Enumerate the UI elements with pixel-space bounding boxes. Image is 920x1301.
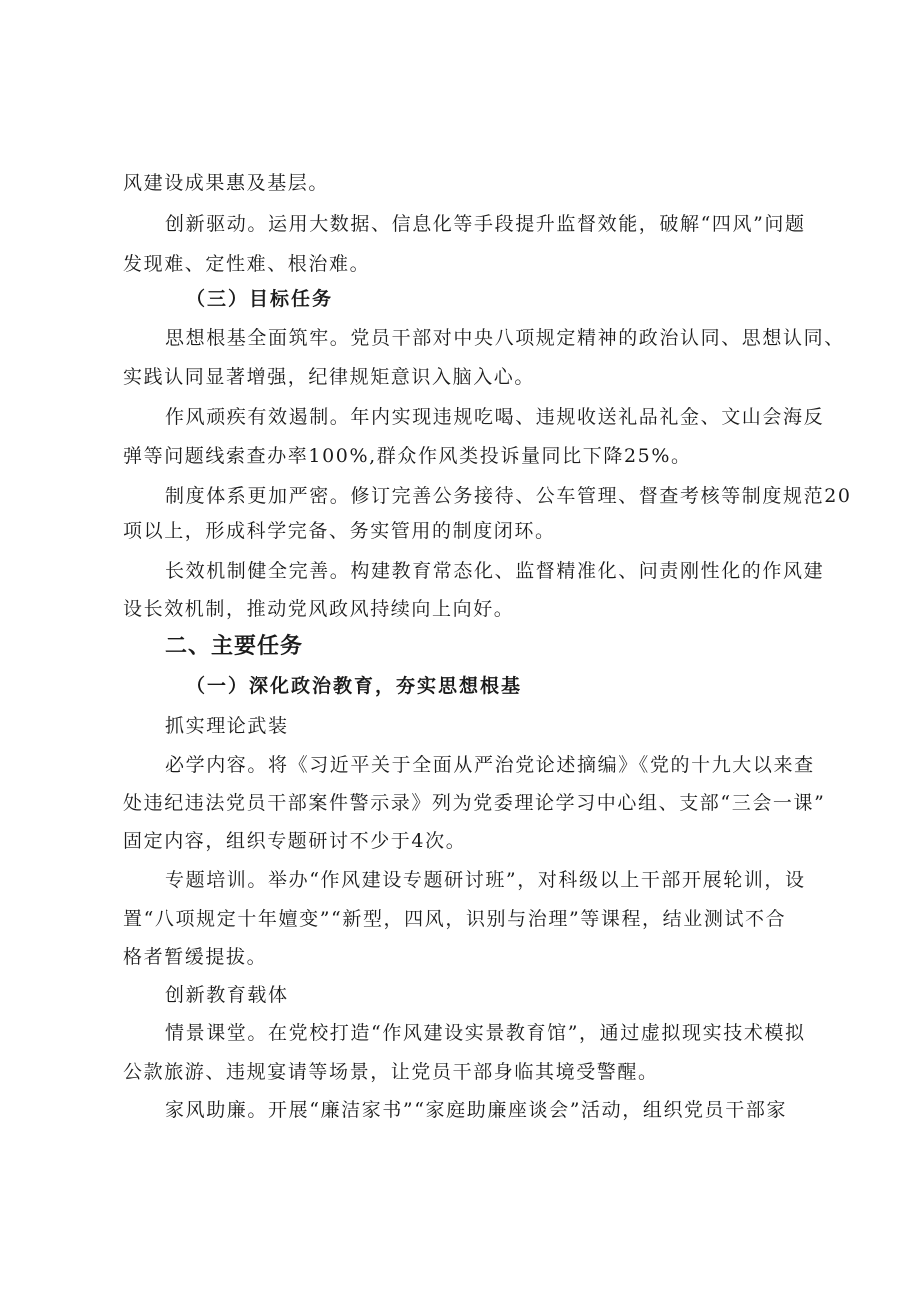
body-text-line: 思想根基全面筑牢。党员干部对中央八项规定精神的政治认同、思想认同、 — [165, 327, 845, 349]
body-text-line: 家风助廉。开展“廉洁家书”“家庭助廉座谈会”活动，组织党员干部家 — [165, 1099, 788, 1121]
section-heading-political-education: （一）深化政治教育，夯实思想根基 — [186, 675, 523, 697]
subheading-theory: 抓实理论武装 — [165, 715, 289, 737]
body-text-line: 作风顽疾有效遏制。年内实现违规吃喝、违规收送礼品礼金、文山会海反 — [165, 406, 825, 428]
body-text-line: 设长效机制，推动党风政风持续向上向好。 — [123, 598, 515, 620]
body-text-line: 创新驱动。运用大数据、信息化等手段提升监督效能，破解“四风”问题 — [165, 213, 806, 235]
body-text-line: 公款旅游、违规宴请等场景，让党员干部身临其境受警醒。 — [123, 1061, 659, 1083]
body-text-line: 弹等问题线索查办率100%,群众作风类投诉量同比下降25%。 — [123, 445, 692, 467]
section-heading-objectives: （三）目标任务 — [186, 288, 334, 310]
body-text-line: 专题培训。举办“作风建设专题研讨班”，对科级以上干部开展轮训，设 — [165, 869, 806, 891]
body-text-line: 长效机制健全完善。构建教育常态化、监督精准化、问责刚性化的作风建 — [165, 560, 825, 582]
body-text-line: 风建设成果惠及基层。 — [123, 172, 330, 194]
body-text-line: 必学内容。将《习近平关于全面从严治党论述摘编》《党的十九大以来查 — [165, 754, 815, 776]
body-text-line: 项以上，形成科学完备、务实管用的制度闭环。 — [123, 520, 556, 542]
body-text-line: 固定内容，组织专题研讨不少于4次。 — [123, 830, 467, 852]
body-text-line: 处违纪违法党员干部案件警示录》列为党委理论学习中心组、支部“三会一课” — [123, 792, 826, 814]
subheading-education-carrier: 创新教育载体 — [165, 984, 289, 1006]
body-text-line: 发现难、定性难、根治难。 — [123, 253, 371, 275]
body-text-line: 实践认同显著增强，纪律规矩意识入脑入心。 — [123, 366, 536, 388]
body-text-line: 制度体系更加严密。修订完善公务接待、公车管理、督查考核等制度规范20 — [165, 485, 852, 507]
body-text-line: 格者暂缓提拔。 — [123, 946, 268, 968]
chapter-heading-main-tasks: 二、主要任务 — [165, 634, 304, 659]
body-text-line: 置“八项规定十年嬗变”“新型，四风，识别与治理”等课程，结业测试不合 — [123, 908, 787, 930]
body-text-line: 情景课堂。在党校打造“作风建设实景教育馆”，通过虚拟现实技术模拟 — [165, 1022, 806, 1044]
